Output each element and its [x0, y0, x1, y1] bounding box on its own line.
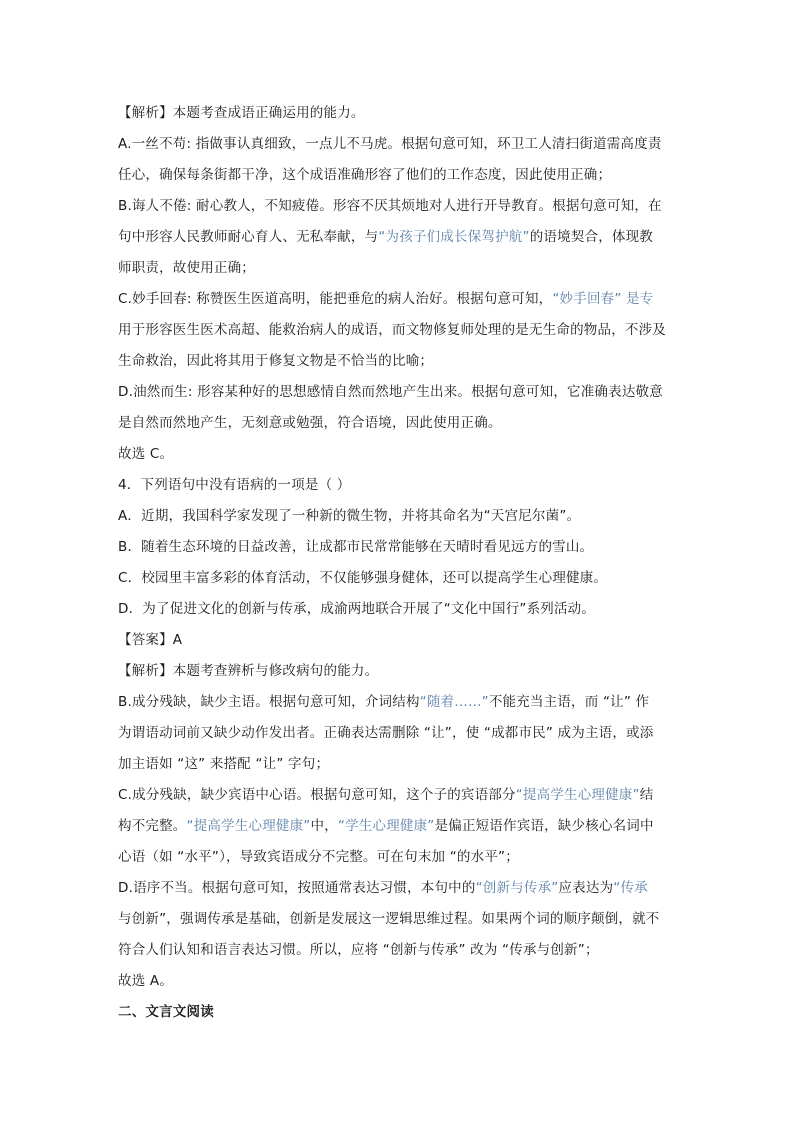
- text-segment: 是偏正短语作宾语，缺少核心名词中: [434, 818, 654, 834]
- text-segment: 句中形容人民教师耐心育人、无私奉献，与: [118, 229, 379, 245]
- question-4-option-d: D．为了促进文化的创新与传承，成渝两地联合开展了“文化中国行”系列活动。: [118, 601, 596, 617]
- text-segment: 构不完整。: [118, 818, 187, 834]
- analysis4-c-line3: 心语（如 “水平”），导致宾语成分不完整。可在句末加 “的水平”；: [118, 849, 519, 865]
- text-segment: B.成分残缺，缺少主语。根据句意可知，介词结构: [118, 694, 420, 710]
- analysis4-b-line2: 为谓语动词前又缺少动作发出者。正确表达需删除 “让”，使 “成都市民” 成为主语，或添: [118, 725, 654, 741]
- text-segment: 不能充当主语，而 “让” 作: [488, 694, 650, 710]
- analysis-c-line2: 用于形容医生医术高超、能救治病人的成语，而文物修复师处理的是无生命的物品，不涉及: [118, 322, 666, 338]
- analysis-header-q4: 【解析】本题考查辨析与修改病句的能力。: [118, 663, 379, 679]
- text-segment: 结: [639, 787, 654, 803]
- analysis-a-line1: A.一丝不苟: 指做事认真细致，一点儿不马虎。根据句意可知，环卫工人清扫街道需高度责: [118, 136, 662, 152]
- analysis4-d-line2: 与创新”，强调传承是基础，创新是发展这一逻辑思维过程。如果两个词的顺序颠倒，就不: [118, 911, 660, 927]
- section-heading-classical-chinese: 二、文言文阅读: [118, 1004, 214, 1020]
- analysis4-d-line1: [118, 878, 648, 898]
- question-4-option-b: B．随着生态环境的日益改善，让成都市民常常能够在天晴时看见远方的雪山。: [118, 539, 594, 555]
- text-segment: 应表达为: [558, 880, 614, 896]
- analysis4-c-line2: [118, 816, 654, 836]
- analysis-d-line2: 是自然而然地产生，无刻意或勉强，符合语境，因此使用正确。: [118, 415, 502, 431]
- analysis4-b-line3: 加主语如 “这” 来搭配 “让” 字句；: [118, 756, 330, 772]
- quoted-phrase: “为孩子们成长保驾护航”: [378, 229, 530, 245]
- text-segment: C.妙手回春: 称赞医生医道高明，能把垂危的病人治好。根据句意可知，: [118, 291, 553, 307]
- text-segment: D.语序不当。根据句意可知，按照通常表达习惯，本句中的: [118, 880, 476, 896]
- quoted-phrase: “创新与传承”: [475, 880, 559, 896]
- analysis-header-q3: 【解析】本题考查成语正确运用的能力。: [118, 105, 365, 121]
- answer-q4: 【答案】A: [118, 632, 183, 648]
- analysis-d-line1: D.油然而生: 形容某种好的思想感情自然而然地产生出来。根据句意可知，它准确表达敬意: [118, 384, 663, 400]
- analysis-b-line2: [118, 227, 653, 247]
- analysis-b-line1: B.诲人不倦: 耐心教人，不知疲倦。形容不厌其烦地对人进行开导教育。根据句意可知，在: [118, 198, 662, 214]
- quoted-phrase: “随着……”: [419, 694, 489, 710]
- analysis-a-line2: 任心，确保每条街都干净，这个成语准确形容了他们的工作态度，因此使用正确；: [118, 167, 612, 183]
- analysis4-d-line3: 符合人们认知和语言表达习惯。所以，应将 “创新与传承” 改为 “传承与创新”；: [118, 942, 599, 958]
- quoted-phrase: “提高学生心理健康”: [186, 818, 311, 834]
- question-4-option-a: A．近期，我国科学家发现了一种新的微生物，并将其命名为“天宫尼尔菌”。: [118, 508, 581, 524]
- quoted-phrase: “提高学生心理健康”: [515, 787, 640, 803]
- quoted-phrase: “妙手回春” 是专: [552, 291, 654, 307]
- analysis-b-line3: 师职责，故使用正确；: [118, 260, 255, 276]
- text-segment: 中，: [310, 818, 338, 834]
- question-4-stem: 4．下列语句中没有语病的一项是（ ）: [118, 477, 351, 493]
- answer-choice-q3: 故选 C。: [118, 446, 174, 462]
- answer-choice-q4: 故选 A。: [118, 973, 174, 989]
- text-segment: 的语境契合，体现教: [529, 229, 654, 245]
- analysis-c-line1: [118, 289, 653, 309]
- text-segment: C.成分残缺，缺少宾语中心语。根据句意可知，这个子的宾语部分: [118, 787, 516, 803]
- analysis4-c-line1: [118, 785, 653, 805]
- quoted-phrase: “传承: [613, 880, 648, 896]
- analysis4-b-line1: [118, 692, 649, 712]
- analysis-c-line3: 生命救治，因此将其用于修复文物是不恰当的比喻；: [118, 353, 434, 369]
- question-4-option-c: C．校园里丰富多彩的体育活动，不仅能够强身健体，还可以提高学生心理健康。: [118, 570, 608, 586]
- quoted-phrase: “学生心理健康”: [337, 818, 435, 834]
